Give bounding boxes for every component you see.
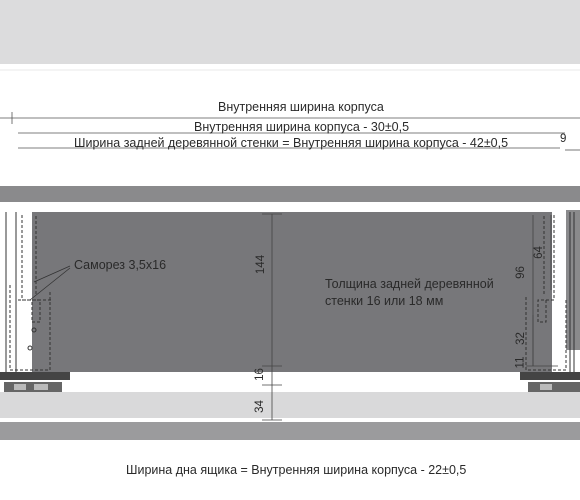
label-back-wall-width: Ширина задней деревянной стенки = Внутренняя ширина корпуса - 42±0,5: [74, 136, 509, 150]
right-side-panel: [566, 210, 580, 350]
dim-11: 11: [514, 356, 527, 369]
top-band: [0, 0, 580, 64]
dim-64: 64: [532, 246, 545, 259]
label-inner-width: Внутренняя ширина корпуса: [218, 100, 384, 114]
floor-band: [0, 392, 580, 418]
cabinet-top-rail: [0, 186, 580, 202]
label-back-thickness-1: Толщина задней деревянной: [325, 277, 494, 291]
label-bottom-width: Ширина дна ящика = Внутренняя ширина корпуса - 22±0,5: [126, 463, 467, 477]
label-back-thickness-2: стенки 16 или 18 мм: [325, 294, 444, 308]
dim-16: 16: [253, 368, 266, 381]
back-wall: [32, 212, 552, 372]
dim-34: 34: [253, 400, 266, 413]
label-inner-width-minus30: Внутренняя ширина корпуса - 30±0,5: [194, 120, 410, 134]
left-runner: [0, 372, 70, 392]
label-screw: Саморез 3,5x16: [74, 258, 167, 272]
dim-144: 144: [255, 254, 268, 275]
bottom-band: [0, 422, 580, 440]
dim-96: 96: [514, 266, 527, 279]
dim-32: 32: [514, 332, 527, 345]
right-runner: [520, 372, 580, 392]
dim-right-offset: 9: [560, 133, 567, 145]
